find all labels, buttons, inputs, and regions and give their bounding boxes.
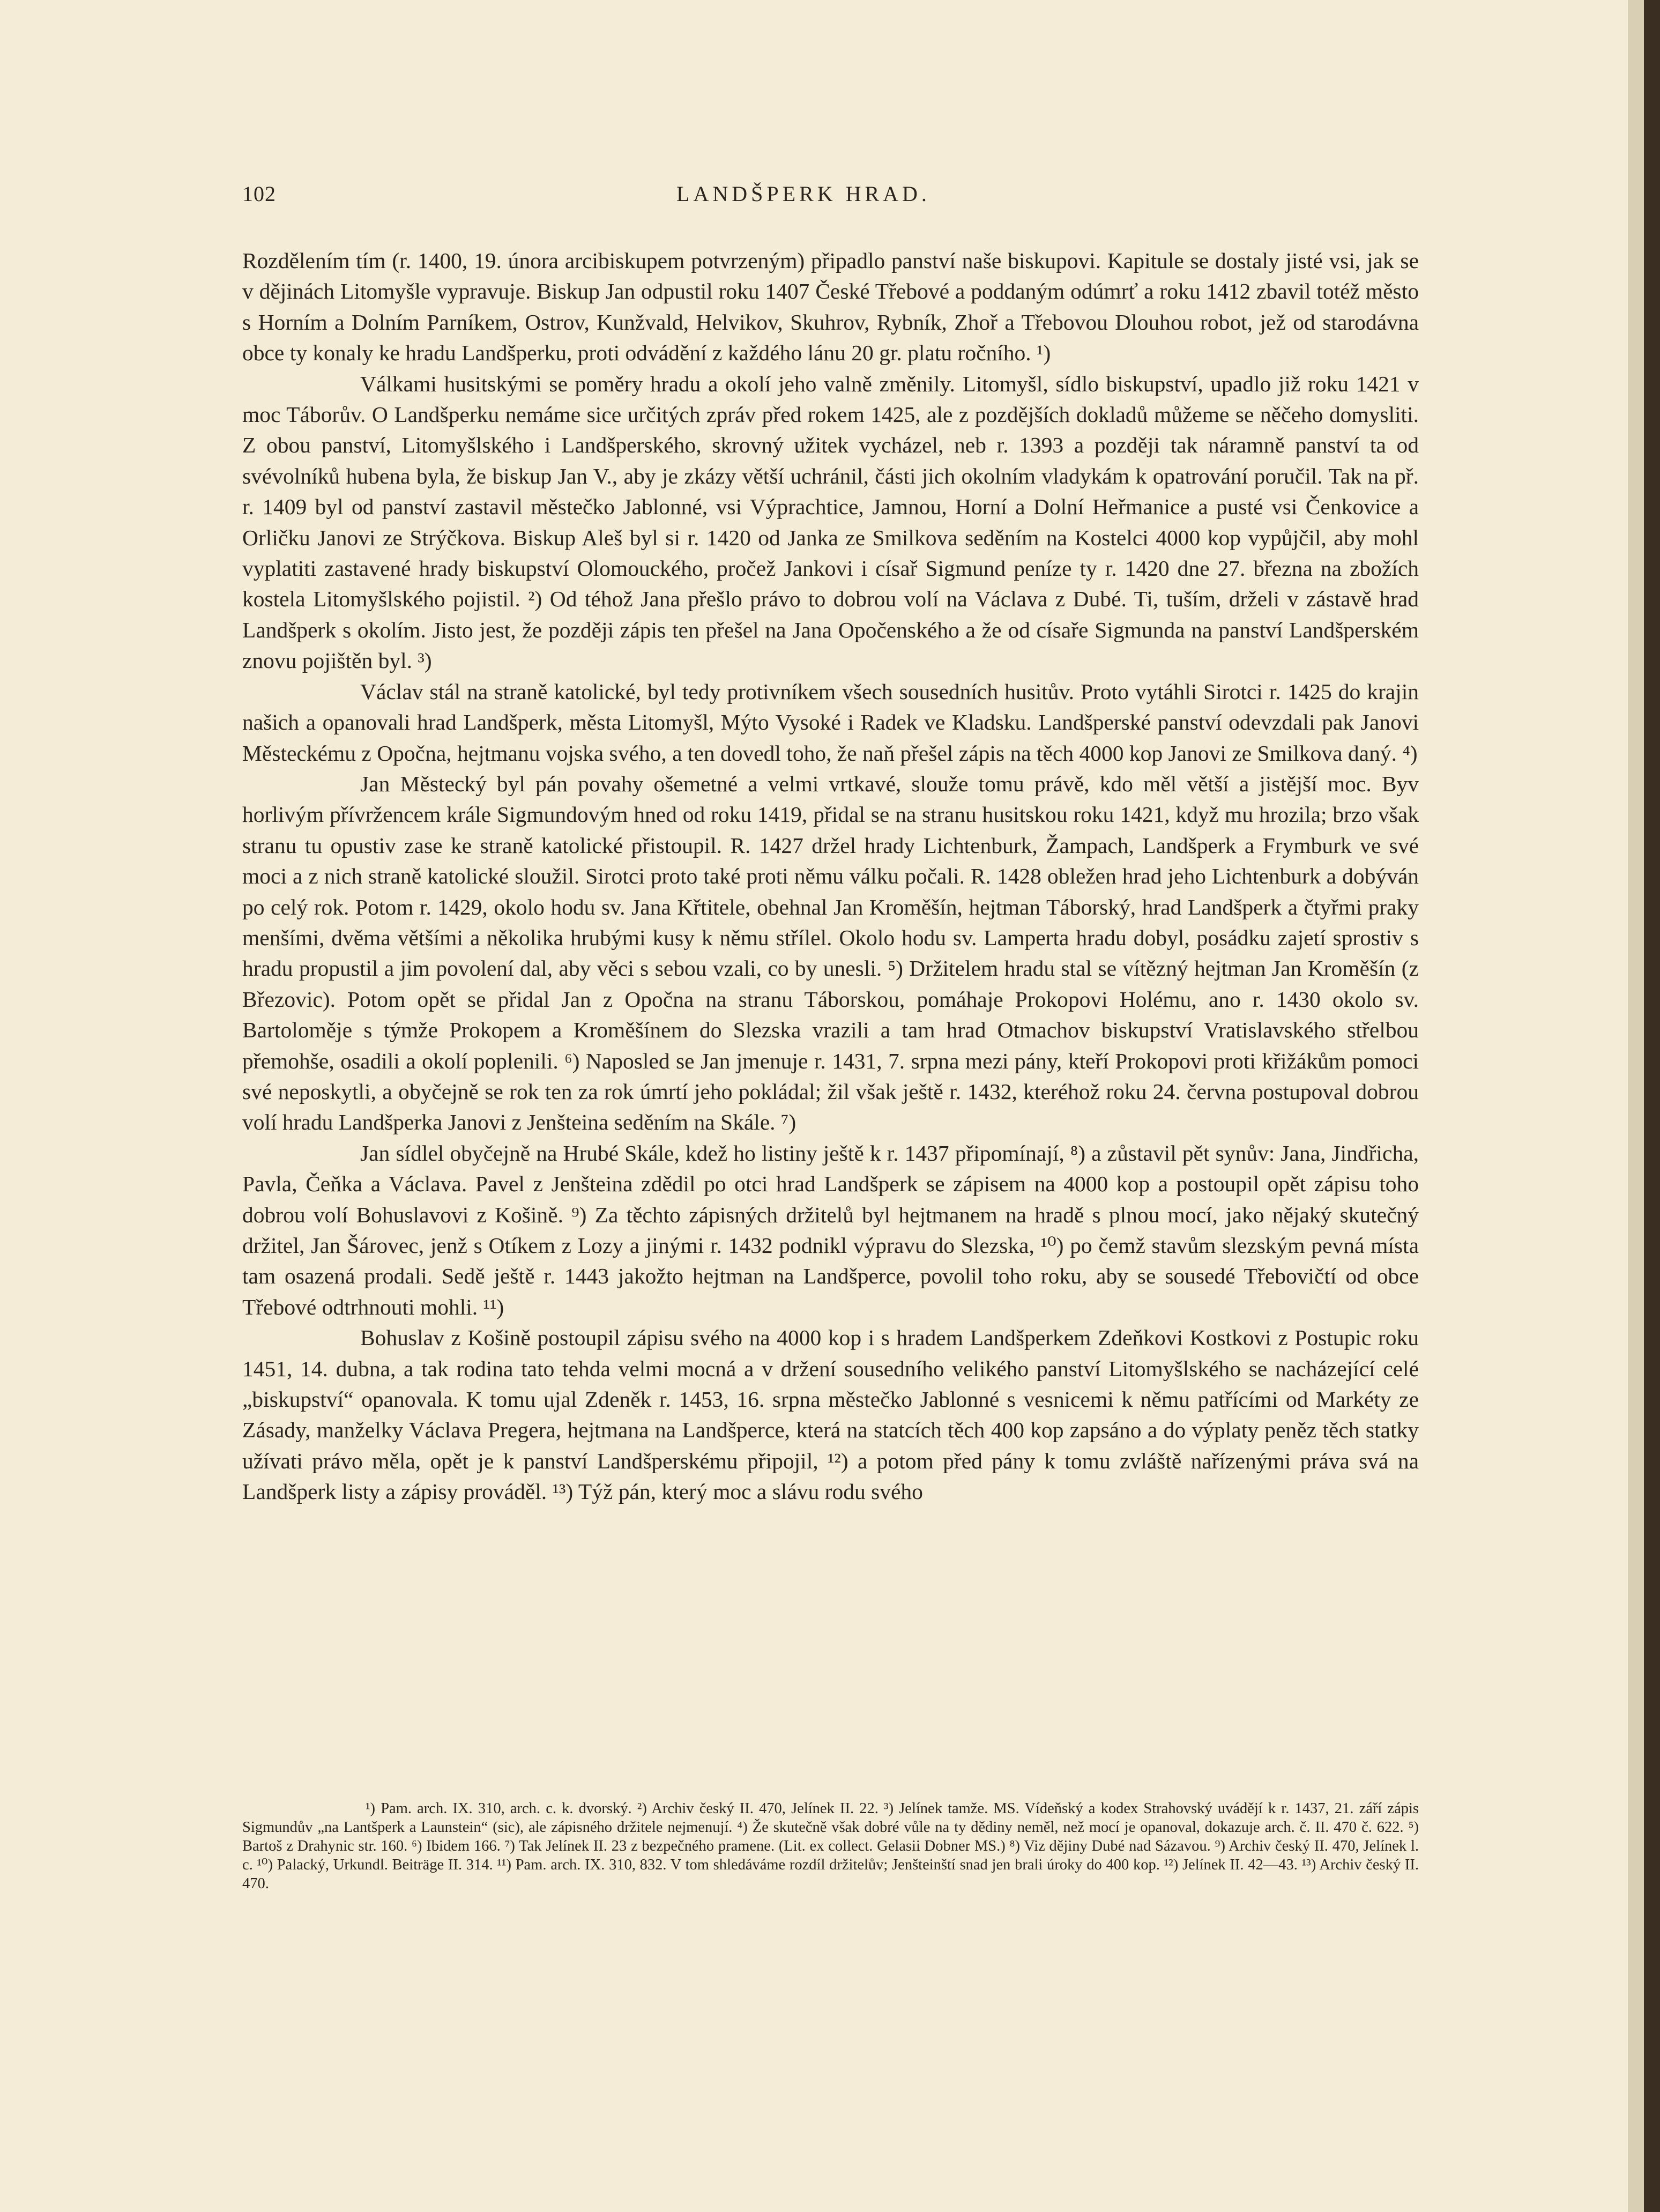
paragraph: Rozdělením tím (r. 1400, 19. února arcibiskupem potvrzeným) připadlo panství naše biskupovi. Kapitule se dostaly jisté vsi, jak se v dějinách Litomyšle vypravuje. Biskup Jan odpustil roku 1407 České Třebové a poddaným odúmrť a roku 1412 zbavil totéž město s Horním a Dolním Parníkem, Ostrov, Kunžvald, Helvikov, Skuhrov, Rybník, Zhoř a Třebovou Dlouhou robot, jež od starodávna obce ty konaly ke hradu Landšperku, proti odvádění z každého lánu 20 gr. platu ročního. ¹) bbox=[242, 248, 1419, 366]
page-header bbox=[242, 181, 1427, 213]
page-number: 102 bbox=[242, 182, 276, 206]
paragraph: Jan Městecký byl pán povahy ošemetné a velmi vrtkavé, slouže tomu právě, kdo měl větší a jistější moc. Byv horlivým přívržencem krále Sigmundovým hned od roku 1419, přidal se na stranu husitskou roku 1421, když mu hrozila; brzo však stranu tu opustiv zase ke straně katolické přistoupil. R. 1427 držel hrady Lichtenburk, Žampach, Landšperk a Frymburk ve své moci a z nich straně katolické sloužil. Sirotci proto také proti němu válku počali. R. 1428 obležen hrad jeho Lichtenburk a dobýván po celý rok. Potom r. 1429, okolo hodu sv. Jana Křtitele, obehnal Jan Kroměšín, hejtman Táborský, hrad Landšperk a čtyřmi praky menšími, dvěma většími a několika hrubými kusy k němu střílel. Okolo hodu sv. Lamperta hradu dobyl, posádku zajetí sprostiv s hradu propustil a jim povolení dal, aby věci s sebou vzali, co by unesli. ⁵) Držitelem hradu stal se vítězný hejtman Jan Kroměšín (z Březovic). Potom opět se přidal Jan z Opočna na stranu Táborskou, pomáhaje Prokopovi Holému, ano r. 1430 okolo sv. Bartoloměje s týmže Prokopem a Kroměšínem do Slezska vrazili a tam hrad Otmachov biskupství Vratislavského střelbou přemohše, osadili a okolí poplenili. ⁶) Naposled se Jan jmenuje r. 1431, 7. srpna mezi pány, kteří Prokopovi proti křižákům pomoci své neposkytli, a obyčejně se rok ten za rok úmrtí jeho pokládal; žil však ještě r. 1432, kteréhož roku 24. června postupoval dobrou volí hradu Landšperka Janovi z Jenšteina seděním na Skále. ⁷) bbox=[242, 771, 1419, 1135]
paragraph: Bohuslav z Košině postoupil zápisu svého na 4000 kop i s hradem Landšperkem Zdeňkovi Kostkovi z Postupic roku 1451, 14. dubna, a tak rodina tato tehda velmi mocná a v držení sousedního velikého panství Litomyšlského se nacházející celé „biskupství“ opanovala. K tomu ujal Zdeněk r. 1453, 16. srpna městečko Jablonné s vesnicemi k němu patřícími od Markéty ze Zásady, manželky Václava Pregera, hejtmana na Landšperce, která na statcích těch 400 kop zapsáno a do výplaty peněz těch statky užívati právo měla, opět je k panství Landšperskému připojil, ¹²) a potom před pány k tomu zvláště nařízenými práva svá na Landšperk listy a zápisy prováděl. ¹³) Týž pán, který moc a slávu rodu svého bbox=[242, 1325, 1419, 1504]
binding-edge bbox=[1644, 0, 1660, 2212]
paragraph: Václav stál na straně katolické, byl tedy protivníkem všech sousedních husitův. Proto vytáhli Sirotci r. 1425 do krajin našich a opanovali hrad Landšperk, města Litomyšl, Mýto Vysoké i Radek ve Kladsku. Landšperské panství odevzdali pak Janovi Městeckému z Opočna, hejtmanu vojska svého, a ten dovedl toho, že naň přešel zápis na těch 4000 kop Janovi ze Smilkova daný. ⁴) bbox=[242, 679, 1419, 766]
binding-shadow bbox=[1628, 0, 1644, 2212]
paragraph: Válkami husitskými se poměry hradu a okolí jeho valně změnily. Litomyšl, sídlo biskupství, upadlo již roku 1421 v moc Táborův. O Landšperku nemáme sice určitých zpráv před rokem 1425, ale z pozdějších dokladů můžeme se něčeho domysliti. Z obou panství, Litomyšlského i Landšperského, skrovný užitek vycházel, neb r. 1393 a později tak náramně panství ta od svévolníků hubena byla, že biskup Jan V., aby je zkázy větší uchránil, části jich okolním vladykám k opatrování poručil. Tak na př. r. 1409 byl od panství zastavil městečko Jablonné, vsi Výprachtice, Jamnou, Horní a Dolní Heřmanice a pusté vsi Čenkovice a Orličku Janovi ze Strýčkova. Biskup Aleš byl si r. 1420 od Janka ze Smilkova seděním na Kostelci 4000 kop vypůjčil, aby mohl vyplatiti zastavené hrady biskupství Olomouckého, pročež Jankovi i císař Sigmund peníze ty r. 1420 dne 27. března na zbožích kostela Litomyšlského pojistil. ²) Od téhož Jana přešlo právo to dobrou volí na Václava z Dubé. Ti, tuším, drželi v zástavě hrad Landšperk s okolím. Jisto jest, že později zápis ten přešel na Jana Opočenského a že od císaře Sigmunda na panství Landšperském znovu pojištěn byl. ³) bbox=[242, 371, 1419, 673]
paragraph: Jan sídlel obyčejně na Hrubé Skále, kdež ho listiny ještě k r. 1437 připomínají, ⁸) a zůstavil pět synův: Jana, Jindřicha, Pavla, Čeňka a Václava. Pavel z Jenšteina zdědil po otci hrad Landšperk se zápisem na 4000 kop a postoupil opět zápisu toho dobrou volí Bohuslavovi z Košině. ⁹) Za těchto zápisných držitelů byl hejtmanem na hradě s plnou mocí, jako nějaký skutečný držitel, Jan Šárovec, jenž s Otíkem z Lozy a jinými r. 1432 podnikl výpravu do Slezska, ¹⁰) po čemž stavům slezským pevná místa tam osazená prodali. Sedě ještě r. 1443 jakožto hejtman na Landšperce, povolil toho roku, aby se sousedé Třebovičtí od obce Třebové odtrhnouti mohli. ¹¹) bbox=[242, 1140, 1419, 1319]
footnotes bbox=[242, 1799, 1419, 1893]
running-title: LANDŠPERK HRAD. bbox=[676, 182, 931, 206]
main-text bbox=[242, 246, 1419, 1508]
footnote-text: ¹) Pam. arch. IX. 310, arch. c. k. dvorský. ²) Archiv český II. 470, Jelínek II. 22. ³) Jelínek tamže. MS. Vídeňský a kodex Strahovský uvádějí k r. 1437, 21. září zápis Sigmundův „na Lantšperk a Launstein“ (sic), ale zápisného držitele nejmenují. ⁴) Že skutečně však dobré vůle na ty dědiny neměl, než mocí je opanoval, dokazuje arch. č. II. 470 č. 622. ⁵) Bartoš z Drahynic str. 160. ⁶) Ibidem 166. ⁷) Tak Jelínek II. 23 z bezpečného pramene. (Lit. ex collect. Gelasii Dobner MS.) ⁸) Viz dějiny Dubé nad Sázavou. ⁹) Archiv český II. 470, Jelínek l. c. ¹⁰) Palacký, Urkundl. Beiträge II. 314. ¹¹) Pam. arch. IX. 310, 832. V tom shledáváme rozdíl držitelův; Jenšteinští snad jen brali úroky do 400 kop. ¹²) Jelínek II. 42—43. ¹³) Archiv český II. 470. bbox=[242, 1800, 1419, 1892]
